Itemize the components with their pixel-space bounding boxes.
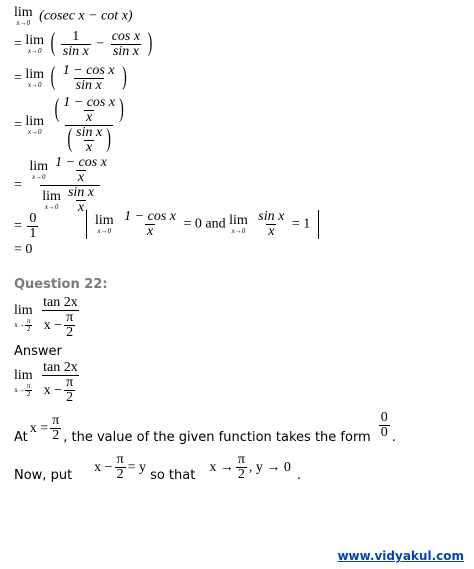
two-symbol: 2 bbox=[26, 389, 31, 398]
solution-line-6 bbox=[14, 212, 40, 241]
lim-subscript: x→0 bbox=[97, 227, 112, 235]
lim-operator: lim bbox=[29, 159, 49, 174]
final-result: 0 bbox=[25, 242, 33, 257]
lim-operator: lim bbox=[229, 213, 248, 228]
fraction-numerator: tan 2x bbox=[43, 360, 78, 375]
two-symbol: 2 bbox=[52, 428, 60, 443]
question-heading: Question 22: bbox=[14, 277, 108, 292]
now-put-sentence bbox=[14, 452, 301, 483]
solution-line-5 bbox=[14, 156, 115, 215]
two-symbol: 2 bbox=[66, 390, 74, 405]
solution-line-7 bbox=[14, 243, 32, 257]
lim-subscript: x→ bbox=[14, 320, 25, 329]
fraction-denominator: 1 bbox=[29, 226, 37, 241]
equals-one: = 1 bbox=[291, 216, 311, 232]
period: . bbox=[391, 430, 396, 445]
fraction-denominator: x bbox=[146, 224, 154, 239]
equals-y: = y bbox=[127, 459, 147, 475]
lim-operator: lim bbox=[25, 33, 45, 48]
pi-symbol: π bbox=[26, 316, 31, 325]
lim-operator: lim bbox=[14, 367, 33, 383]
answer-expression bbox=[14, 361, 82, 405]
two-symbol: 2 bbox=[237, 467, 245, 482]
lim-subscript: x→0 bbox=[27, 128, 42, 136]
form-numerator: 0 bbox=[380, 410, 388, 425]
lim-operator: lim bbox=[14, 302, 33, 318]
answer-label: Answer bbox=[14, 344, 62, 359]
cosec-minus-cot-expression: (cosec x − cot x) bbox=[39, 8, 133, 24]
lim-operator: lim bbox=[25, 114, 45, 129]
pi-symbol: π bbox=[66, 375, 74, 390]
x-minus: x − bbox=[94, 459, 113, 475]
pi-symbol: π bbox=[116, 452, 124, 467]
form-denominator: 0 bbox=[380, 425, 388, 440]
two-symbol: 2 bbox=[66, 325, 74, 340]
lim-operator: lim bbox=[95, 213, 114, 228]
fraction-numerator: 0 bbox=[29, 211, 37, 226]
lim-subscript: x→0 bbox=[231, 227, 246, 235]
fraction-denominator: sin x bbox=[75, 78, 102, 93]
fraction-denominator: x bbox=[86, 110, 93, 125]
minus-sign: − bbox=[96, 36, 105, 52]
pi-symbol: π bbox=[52, 413, 60, 428]
two-symbol: 2 bbox=[26, 324, 31, 333]
equals-sign: = bbox=[14, 70, 22, 86]
equals-sign: = bbox=[14, 117, 22, 133]
fraction-numerator: 1 − cos x bbox=[62, 63, 115, 78]
solution-line-3: = lim x→0 ( $\frac{\text{1 − cos x}}{\text{sin x}}$ ) bbox=[14, 63, 127, 93]
equals-sign: = bbox=[14, 177, 22, 193]
lim-operator: lim bbox=[25, 67, 45, 82]
pi-symbol: π bbox=[237, 452, 245, 467]
fraction-denominator: sin x bbox=[112, 44, 139, 59]
and-word: and bbox=[205, 216, 226, 232]
equals-zero: = 0 bbox=[183, 216, 202, 232]
at-word: At bbox=[14, 430, 28, 445]
x-minus: x − bbox=[43, 317, 63, 333]
equals-sign: = bbox=[14, 218, 22, 234]
fraction-numerator: 1 − cos x bbox=[55, 155, 107, 170]
fraction-denominator: x bbox=[86, 140, 93, 155]
fraction-numerator: sin x bbox=[76, 125, 103, 140]
solution-line-4: = lim x→0 ( $\frac{\text{1 − cos x}}{x}$ ) ( $\frac{\text{sin x}}{x}$ ) bbox=[14, 95, 124, 155]
equals-sign: = bbox=[14, 242, 22, 257]
lim-subscript: x→0 bbox=[27, 47, 42, 55]
fraction-denominator: x bbox=[268, 224, 275, 239]
fraction-numerator: tan 2x bbox=[43, 295, 78, 310]
fraction-denominator: sin x bbox=[62, 44, 89, 59]
lim-subscript: x→0 bbox=[31, 173, 46, 181]
pi-symbol: π bbox=[66, 310, 74, 325]
at-sentence bbox=[14, 412, 396, 445]
fraction-numerator: 1 − cos x bbox=[124, 209, 176, 224]
lim-subscript: x→0 bbox=[16, 19, 31, 27]
solution-line-2: = lim x→0 ( $\frac{1}{\text{sin x}}$ − $\frac{\text{cos x}}{\text{sin x}}$ ) bbox=[14, 29, 153, 59]
equals-sign: = bbox=[14, 36, 22, 52]
lim-operator: lim bbox=[42, 189, 61, 204]
lim-operator: lim bbox=[14, 5, 33, 20]
fraction-numerator: sin x bbox=[67, 185, 95, 200]
fraction-numerator: sin x bbox=[258, 209, 285, 224]
so-that-text: so that bbox=[150, 468, 196, 483]
y-arrow-zero: , y → 0 bbox=[248, 459, 291, 475]
x-arrow: x → bbox=[209, 459, 234, 475]
vidyakul-link[interactable]: www.vidyakul.com bbox=[337, 549, 464, 563]
fraction-numerator: cos x bbox=[111, 29, 141, 44]
fraction-denominator: x bbox=[77, 170, 85, 185]
fraction-numerator: 1 bbox=[72, 29, 80, 44]
standard-limits-note bbox=[86, 210, 319, 239]
lim-subscript: x→ bbox=[14, 385, 25, 394]
fraction-denominator: x bbox=[77, 200, 85, 215]
pi-symbol: π bbox=[26, 381, 31, 390]
fraction-numerator: 1 − cos x bbox=[63, 95, 116, 110]
x-equals: x = bbox=[29, 420, 49, 436]
solution-line-1 bbox=[14, 6, 133, 27]
question-expression bbox=[14, 296, 82, 340]
period: . bbox=[296, 468, 302, 483]
lim-subscript: x→0 bbox=[27, 81, 42, 89]
two-symbol: 2 bbox=[116, 467, 124, 482]
x-minus: x − bbox=[43, 382, 63, 398]
now-put-text: Now, put bbox=[14, 468, 73, 483]
form-sentence: , the value of the given function takes the form bbox=[63, 430, 371, 445]
lim-subscript: x→0 bbox=[44, 203, 59, 211]
